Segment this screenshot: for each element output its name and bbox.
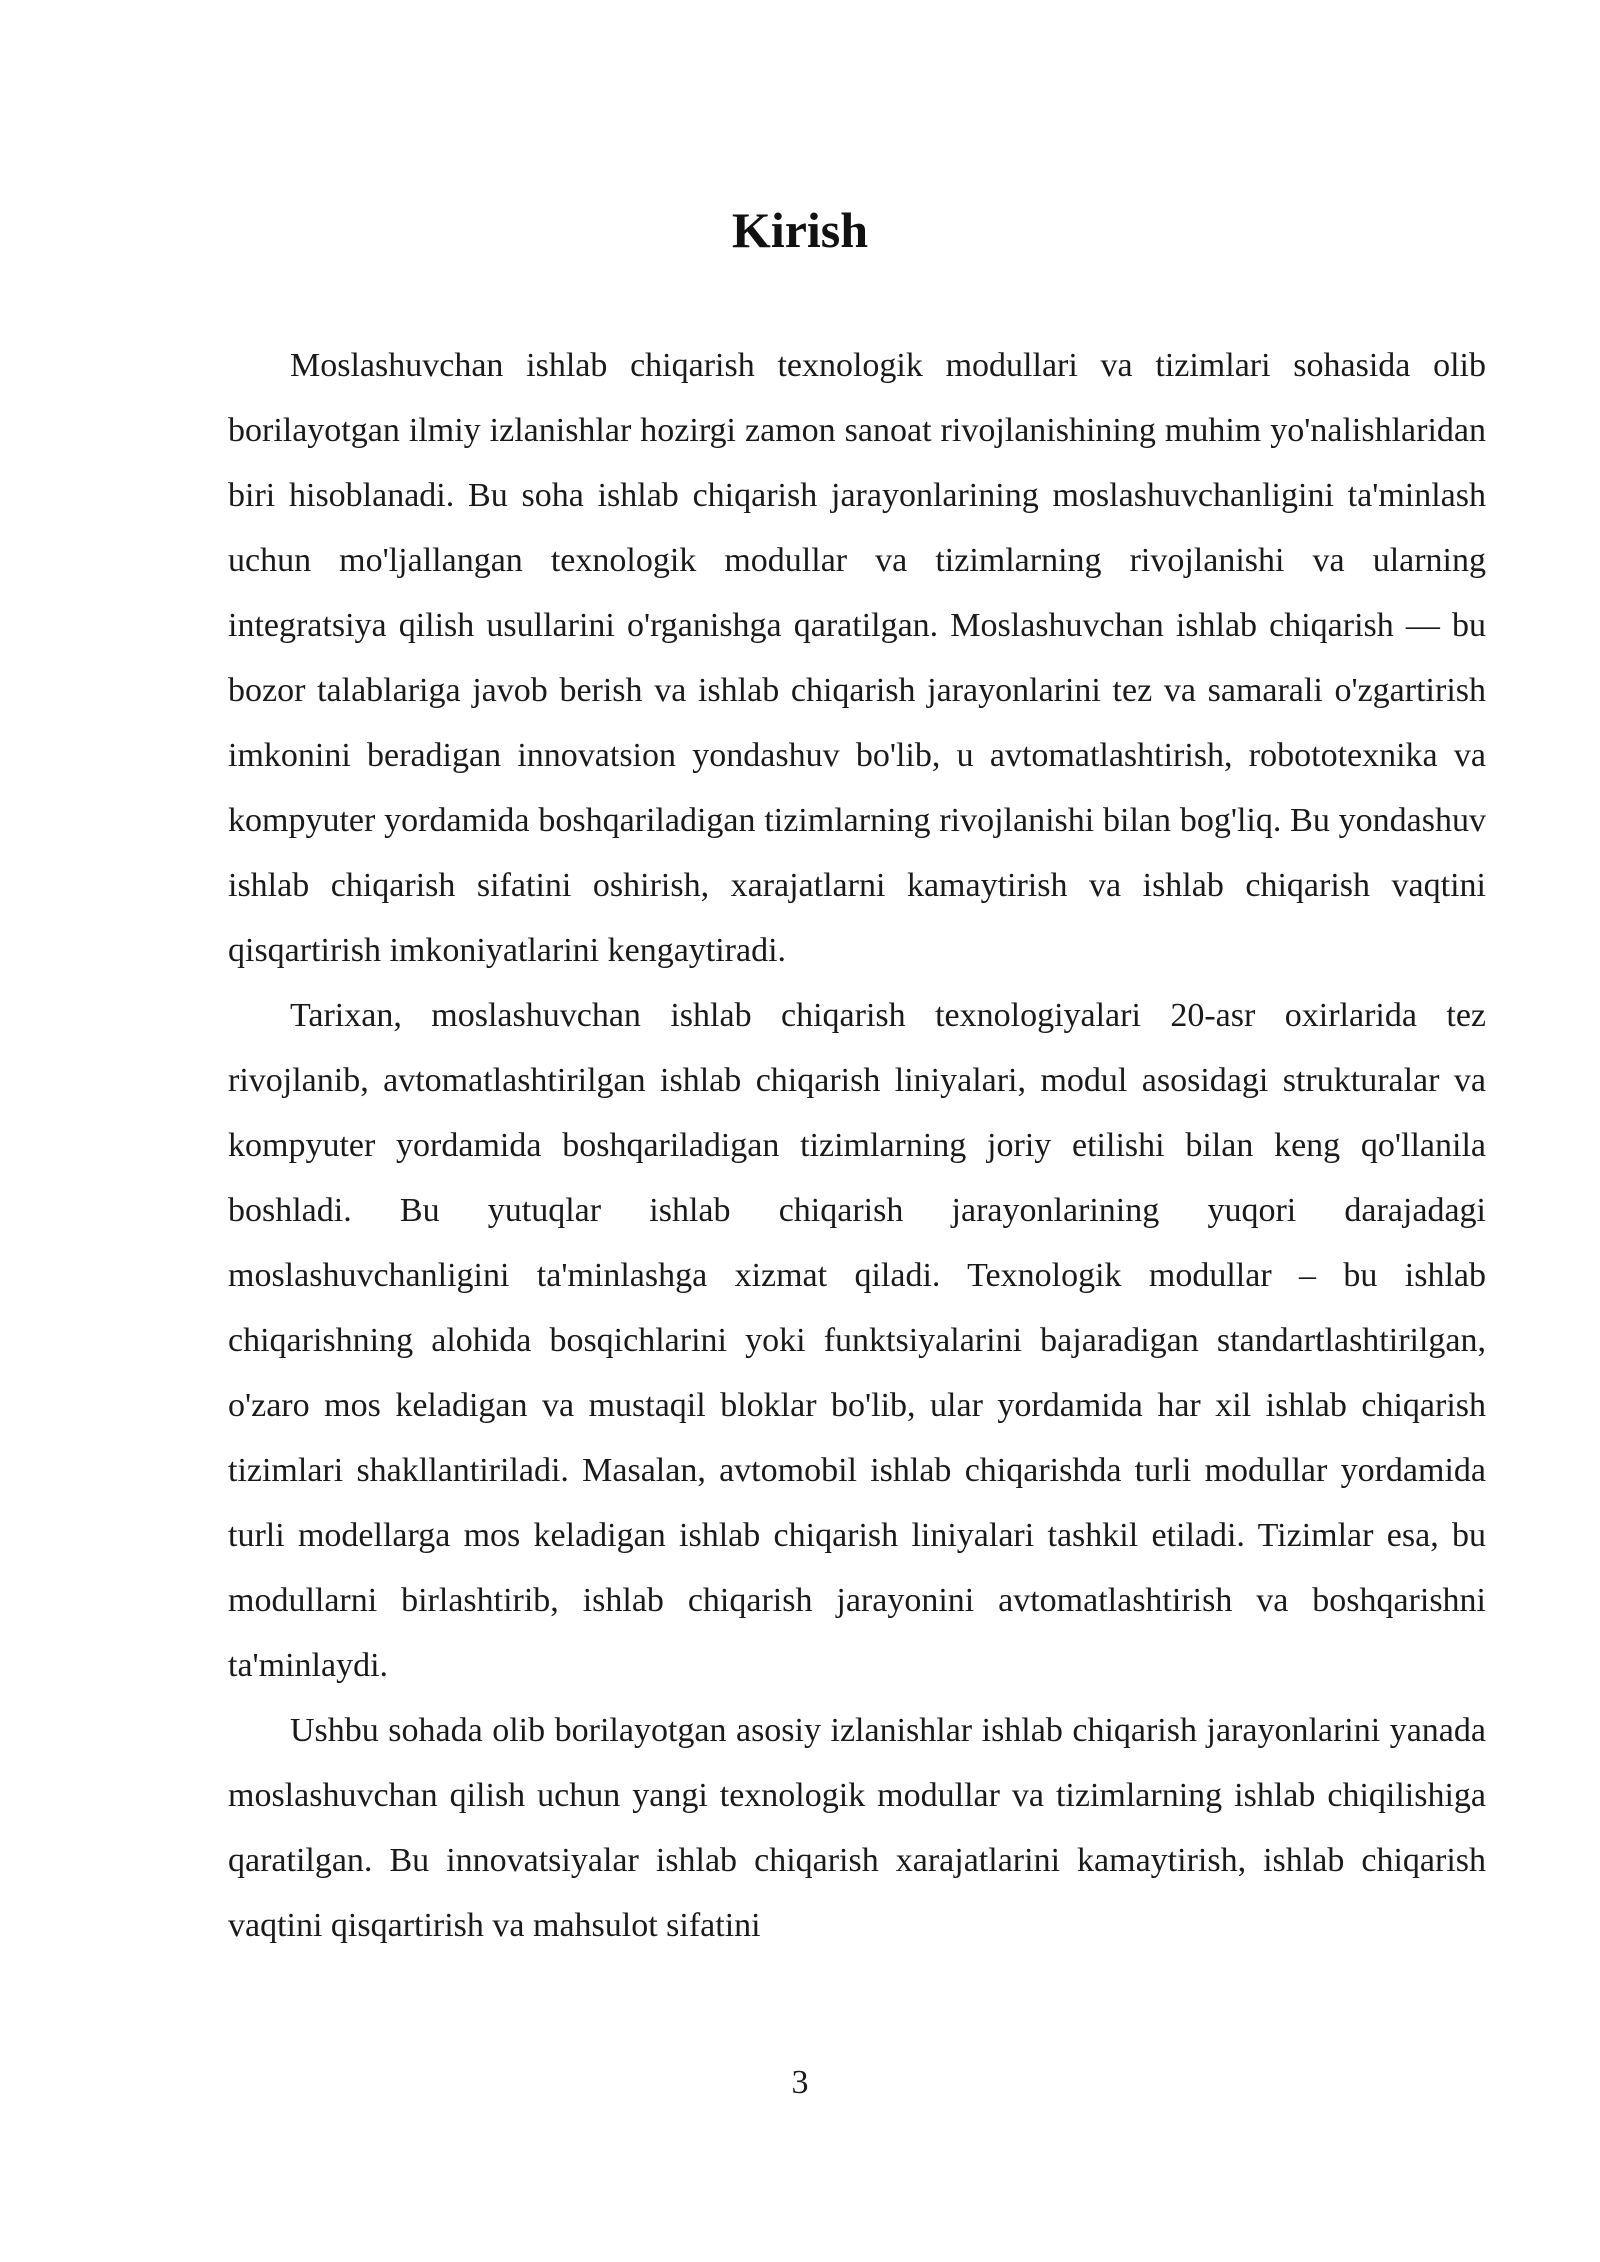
paragraph-1: Moslashuvchan ishlab chiqarish texnologik modullari va tizimlari sohasida olib borilayotgan ilmiy izlanishlar hozirgi zamon sanoat rivojlanishining muhim yo'nalishlaridan biri hisoblanadi. Bu soha ishlab chiqarish jarayonlarining moslashuvchanligini ta'minlash uchun mo'ljallangan texnologik modullar va tizimlarning rivojlanishi va ularning integratsiya qilish usullarini o'rganishga qaratilgan. Moslashuvchan ishlab chiqarish — bu bozor talablariga javob berish va ishlab chiqarish jarayonlarini tez va samarali o'zgartirish imkonini beradigan innovatsion yondashuv bo'lib, u avtomatlashtirish, robototexnika va kompyuter yordamida boshqariladigan tizimlarning rivojlanishi bilan bog'liq. Bu yondashuv ishlab chiqarish sifatini oshirish, xarajatlarni kamaytirish va ishlab chiqarish vaqtini qisqartirish imkoniyatlarini kengaytiradi. — [228, 347, 1486, 969]
paragraph-3: Ushbu sohada olib borilayotgan asosiy izlanishlar ishlab chiqarish jarayonlarini yanada moslashuvchan qilish uchun yangi texnologik modullar va tizimlarning ishlab chiqilishiga qaratilgan. Bu innovatsiyalar ishlab chiqarish xarajatlarini kamaytirish, ishlab chiqarish vaqtini qisqartirish va mahsulot sifatini — [228, 1712, 1486, 1944]
paragraph-2: Tarixan, moslashuvchan ishlab chiqarish texnologiyalari 20-asr oxirlarida tez rivojlanib, avtomatlashtirilgan ishlab chiqarish liniyalari, modul asosidagi strukturalar va kompyuter yordamida boshqariladigan tizimlarning joriy etilishi bilan keng qo'llanila boshladi. Bu yutuqlar ishlab chiqarish jarayonlarining yuqori darajadagi moslashuvchanligini ta'minlashga xizmat qiladi. Texnologik modullar – bu ishlab chiqarishning alohida bosqichlarini yoki funktsiyalarini bajaradigan standartlashtirilgan, o'zaro mos keladigan va mustaqil bloklar bo'lib, ular yordamida har xil ishlab chiqarish tizimlari shakllantiriladi. Masalan, avtomobil ishlab chiqarishda turli modullar yordamida turli modellarga mos keladigan ishlab chiqarish liniyalari tashkil etiladi. Tizimlar esa, bu modullarni birlashtirib, ishlab chiqarish jarayonini avtomatlashtirish va boshqarishni ta'minlaydi. — [228, 997, 1486, 1684]
body-text — [228, 333, 1486, 1958]
page-number: 3 — [791, 2064, 809, 2101]
page-title: Kirish — [731, 202, 869, 258]
